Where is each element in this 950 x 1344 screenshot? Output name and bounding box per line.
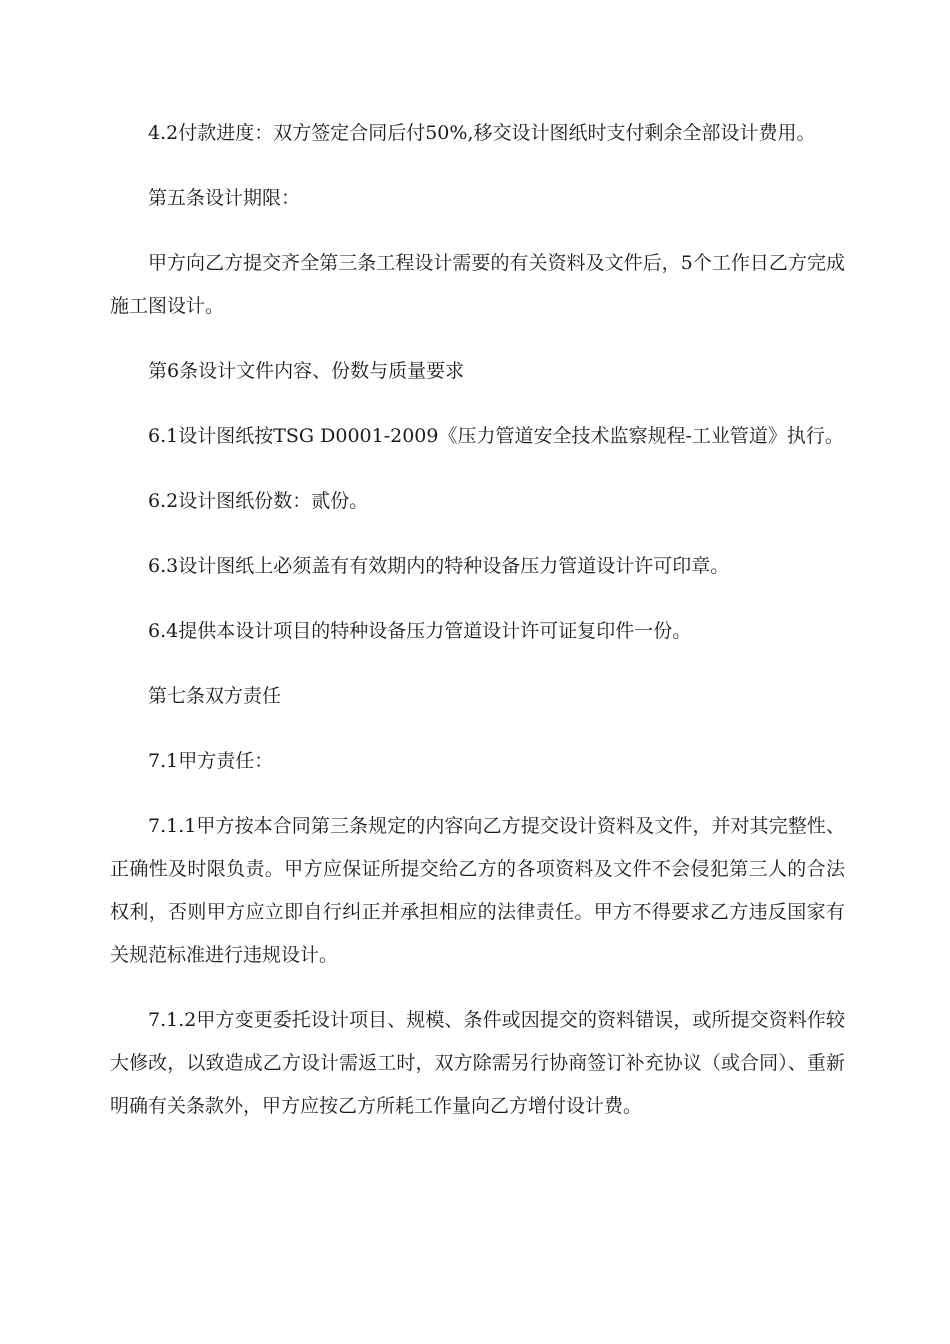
- paragraph-6-1: 6.1设计图纸按TSG D0001-2009《压力管道安全技术监察规程-工业管道》执行。: [148, 425, 844, 447]
- heading-article-5: 第五条设计期限：: [148, 187, 301, 209]
- paragraph-6-4: 6.4提供本设计项目的特种设备压力管道设计许可证复印件一份。: [148, 620, 692, 642]
- paragraph-6-3: 6.3设计图纸上必须盖有有效期内的特种设备压力管道设计许可印章。: [148, 555, 730, 577]
- paragraph-payment-schedule: 4.2付款进度：双方签定合同后付50%,移交设计图纸时支付剩余全部设计费用。: [148, 122, 816, 144]
- paragraph-design-period: 甲方向乙方提交齐全第三条工程设计需要的有关资料及文件后，5个工作日乙方完成施工图设计。: [110, 252, 845, 317]
- paragraph-7-1: 7.1甲方责任：: [148, 750, 274, 772]
- paragraph-6-2: 6.2设计图纸份数：贰份。: [148, 490, 369, 512]
- paragraph-7-1-2: 7.1.2甲方变更委托设计项目、规模、条件或因提交的资料错误，或所提交资料作较大修改，以致造成乙方设计需返工时，双方除需另行协商签订补充协议（或合同）、重新明确有关条款外，甲方应按乙方所耗工作量向乙方增付设计费。: [110, 1009, 845, 1117]
- paragraph-7-1-1: 7.1.1甲方按本合同第三条规定的内容向乙方提交设计资料及文件，并对其完整性、正确性及时限负责。甲方应保证所提交给乙方的各项资料及文件不会侵犯第三人的合法权利，否则甲方应立即自行纠正并承担相应的法律责任。甲方不得要求乙方违反国家有关规范标准进行违规设计。: [110, 815, 845, 966]
- heading-article-7: 第七条双方责任: [148, 685, 282, 707]
- heading-article-6: 第6条设计文件内容、份数与质量要求: [148, 360, 465, 382]
- document-body: [110, 112, 845, 1150]
